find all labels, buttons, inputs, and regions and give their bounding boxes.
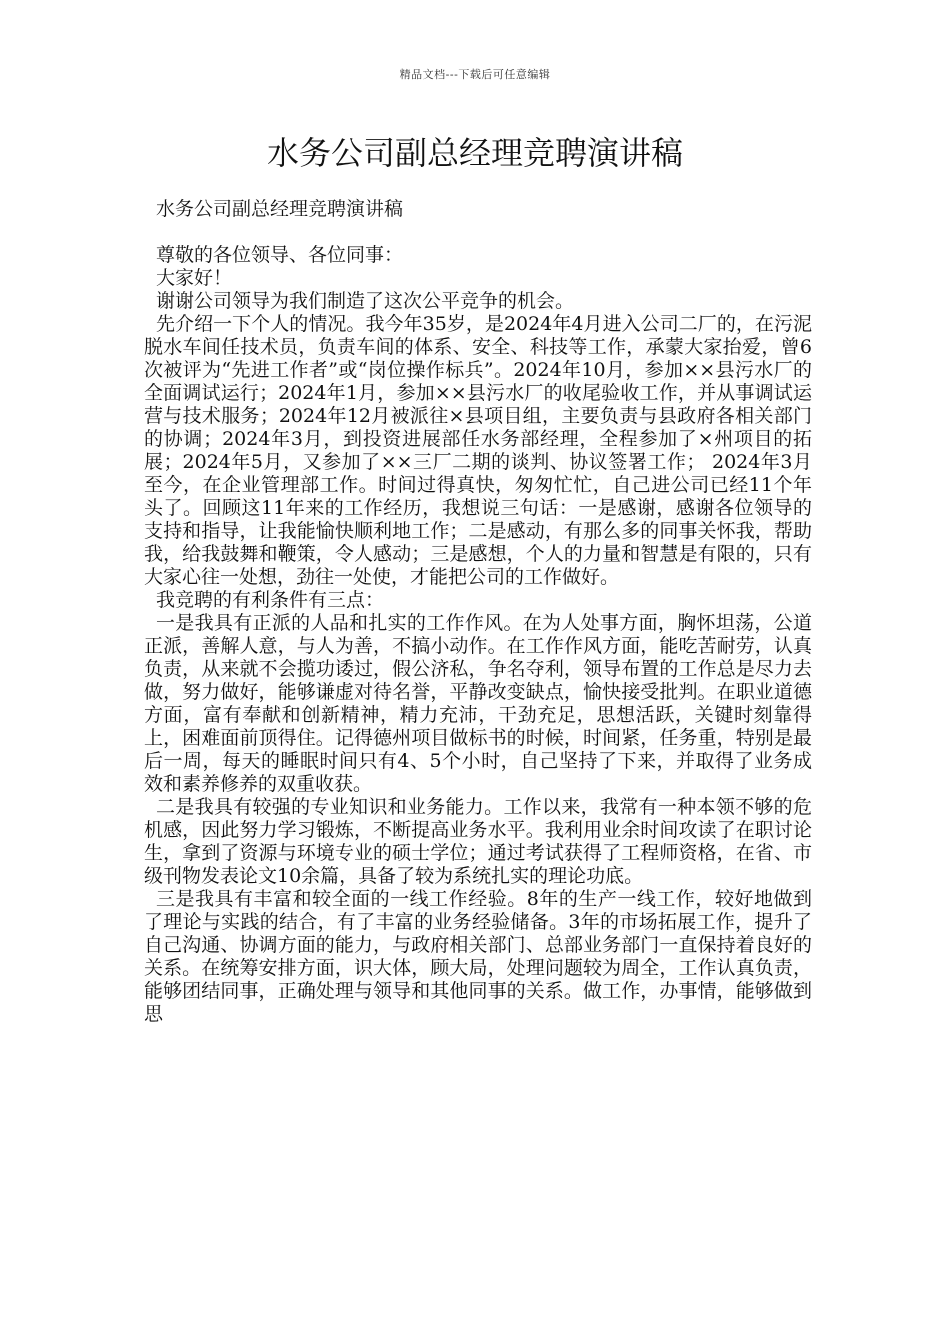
document-subtitle: 水务公司副总经理竞聘演讲稿 (156, 198, 404, 220)
paragraph-advantage-two: 二是我具有较强的专业知识和业务能力。工作以来，我常有一种本领不够的危机感，因此努力学习锻炼，不断提高业务水平。我利用业余时间攻读了在职讨论生，拿到了资源与环境专业的硕士学位；通过考试获得了工程师资格，在省、市级刊物发表论文10余篇，具备了较为系统扎实的理论功底。 (144, 796, 812, 887)
document-title: 水务公司副总经理竞聘演讲稿 (266, 134, 683, 172)
greeting: 大家好！ (156, 267, 233, 289)
paragraph-advantage-three: 三是我具有丰富和较全面的一线工作经验。8年的生产一线工作，较好地做到了理论与实践的结合，有了丰富的业务经验储备。3年的市场拓展工作，提升了自己沟通、协调方面的能力，与政府相关部门、总部业务部门一直保持着良好的关系。在统筹安排方面，识大体，顾大局，处理问题较为周全，工作认真负责，能够团结同事，正确处理与领导和其他同事的关系。做工作，办事情，能够做到思 (144, 888, 812, 1025)
salutation: 尊敬的各位领导、各位同事： (156, 244, 404, 266)
document-body (144, 198, 812, 1026)
paragraph-advantage-one: 一是我具有正派的人品和扎实的工作作风。在为人处事方面，胸怀坦荡，公道正派，善解人意，与人为善，不搞小动作。在工作作风方面，能吃苦耐劳，认真负责，从来就不会揽功诿过，假公济私，争名夺利，领导布置的工作总是尽力去做，努力做好，能够谦虚对待名誉，平静改变缺点，愉快接受批判。在职业道德方面，富有奉献和创新精神，精力充沛，干劲充足，思想活跃，关键时刻靠得上，困难面前顶得住。记得德州项目做标书的时候，时间紧，任务重，特别是最后一周，每天的睡眠时间只有4、5个小时，自己坚持了下来，并取得了业务成效和素养修养的双重收获。 (144, 612, 812, 795)
paragraph-advantages-heading: 我竞聘的有利条件有三点： (156, 589, 385, 611)
paragraph-introduction: 先介绍一下个人的情况。我今年35岁，是2024年4月进入公司二厂的，在污泥脱水车间任技术员，负责车间的体系、安全、科技等工作，承蒙大家抬爱，曾6次被评为“先进工作者”或“岗位操作标兵”。2024年10月，参加××县污水厂的全面调试运行；2024年1月，参加××县污水厂的收尾验收工作，并从事调试运营与技术服务；2024年12月被派往×县项目组，主要负责与县政府各相关部门的协调；2024年3月，到投资进展部任水务部经理，全程参加了×州项目的拓展；2024年5月，又参加了××三厂二期的谈判、协议签署工作； 2024年3月至今，在企业管理部工作。时间过得真快，匆匆忙忙，自己进公司已经11个年头了。回顾这11年来的工作经历，我想说三句话：一是感谢，感谢各位领导的支持和指导，让我能愉快顺利地工作；二是感动，有那么多的同事关怀我，帮助我，给我鼓舞和鞭策，令人感动；三是感想，个人的力量和智慧是有限的，只有大家心往一处想，劲往一处使，才能把公司的工作做好。 (144, 313, 812, 588)
paragraph-thanks: 谢谢公司领导为我们制造了这次公平竞争的机会。 (156, 290, 575, 312)
header-note: 精品文档---下载后可任意编辑 (399, 68, 551, 81)
